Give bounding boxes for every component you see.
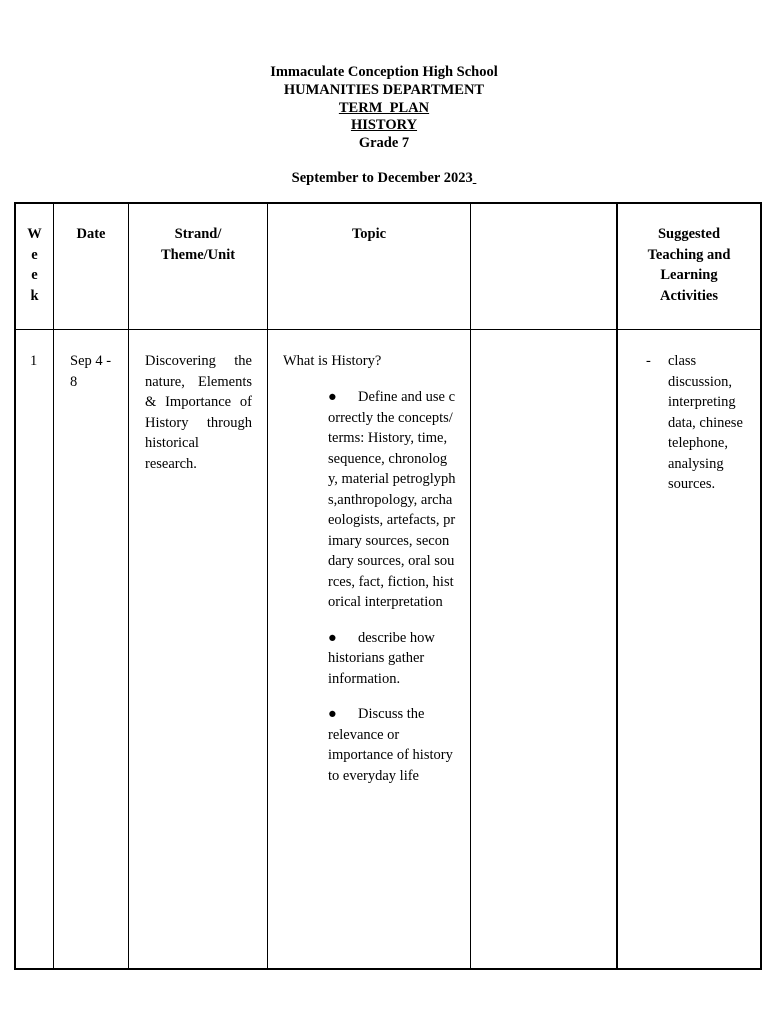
header-topic: Topic	[351, 226, 387, 242]
school-name: Immaculate Conception High School	[270, 64, 498, 80]
col-divider-date	[128, 202, 129, 970]
table-border-left	[14, 202, 16, 970]
bullet-icon: ●	[328, 706, 337, 722]
grade-label: Grade 7	[358, 135, 410, 152]
col-divider-blank	[616, 202, 618, 970]
objective-item: ● describe how historians gather information.	[328, 629, 435, 687]
subject-title: HISTORY	[350, 117, 418, 134]
table-border-top	[14, 202, 762, 204]
plan-title: TERM PLAN	[338, 99, 430, 116]
objective-item: ● Discuss the relevance or importance of history to everyday life	[328, 706, 453, 784]
table-border-right	[760, 202, 762, 970]
header-strand: Strand/ Theme/Unit	[160, 226, 236, 263]
activity-dash: -	[646, 353, 651, 369]
term-period	[0, 170, 768, 187]
col-divider-week	[53, 202, 54, 970]
row-strand: Discovering the nature, Elements & Importance of History through historical research.	[145, 353, 252, 472]
objectives-list	[328, 387, 456, 786]
header-row-divider	[14, 329, 762, 330]
row-date: Sep 4 - 8	[70, 353, 112, 390]
row-topic-title: What is History?	[283, 353, 382, 369]
bullet-icon: ●	[328, 389, 337, 405]
header-activities: Suggested Teaching and Learning Activities	[647, 226, 731, 304]
table-border-bottom	[14, 968, 762, 970]
row-activities: class discussion, interpreting data, chinese telephone, analysing sources.	[668, 353, 743, 492]
header-date: Date	[76, 226, 106, 242]
department-name: HUMANITIES DEPARTMENT	[283, 81, 485, 98]
objective-item: ● Define and use correctly the concepts/terms: History, time, sequence, chronology, material petroglyphs,anthropology, archaeologists, artefacts, primary sources, secondary sources, oral sources, fact, fiction, historical interpretation	[328, 389, 456, 610]
document-header	[0, 64, 768, 153]
col-divider-topic	[470, 202, 471, 970]
col-divider-strand	[267, 202, 268, 970]
period-text: September to December 2023	[291, 170, 473, 186]
header-week: W e e k	[27, 226, 42, 304]
term-plan-table	[14, 202, 762, 970]
bullet-icon: ●	[328, 629, 337, 646]
row-week-number: 1	[30, 353, 38, 369]
period-trail	[473, 170, 477, 186]
